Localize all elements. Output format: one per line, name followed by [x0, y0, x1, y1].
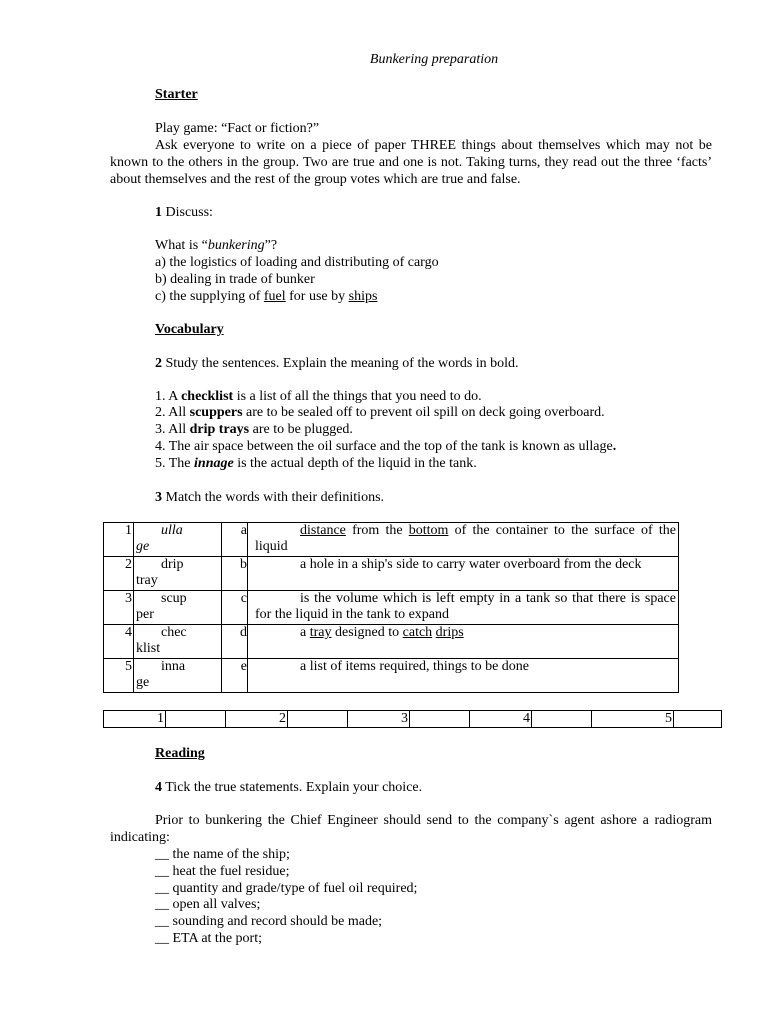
answer-box[interactable] [674, 711, 722, 728]
answer-box[interactable] [410, 711, 470, 728]
s4-dot: . [612, 439, 617, 454]
opt-c-mid: for use by [285, 289, 349, 304]
task1-option-a: a) the logistics of loading and distributing of cargo [155, 255, 439, 270]
task1-number: 1 [155, 205, 162, 220]
table-row [104, 659, 679, 693]
task1-line [155, 204, 213, 221]
task1-q-pre: What is “ [155, 238, 208, 253]
page-title: Bunkering preparation [369, 52, 499, 67]
vocab-sentence-3 [155, 421, 353, 438]
answer-number: 1 [104, 711, 166, 728]
word-part-2: ge [136, 675, 150, 690]
answer-number: 2 [226, 711, 288, 728]
word-cell [134, 625, 222, 659]
def-d-t1: a [300, 625, 310, 640]
def-c-text: is the volume which is left empty in a tank so that there is space for the liquid in the tank to expand [255, 591, 676, 622]
row-number: 3 [125, 591, 132, 606]
table-row [104, 625, 679, 659]
s2-post: are to be sealed off to prevent oil spill on deck going overboard. [242, 405, 605, 420]
word-part-1: chec [161, 625, 187, 640]
task3-number: 3 [155, 490, 162, 505]
table-row [104, 557, 679, 591]
row-number: 2 [125, 557, 132, 572]
row-number-cell [104, 523, 134, 557]
reading-heading: Reading [155, 746, 205, 761]
row-letter: d [240, 625, 247, 640]
answer-number: 4 [470, 711, 532, 728]
task2-text: Study the sentences. Explain the meaning of the words in bold. [165, 356, 519, 371]
letter-cell [222, 557, 248, 591]
row-number: 4 [125, 625, 132, 640]
letter-cell [222, 659, 248, 693]
row-letter: b [240, 557, 247, 572]
def-d-t2: designed to [331, 625, 403, 640]
opt-c-ships: ships [348, 289, 378, 304]
answer-box[interactable] [166, 711, 226, 728]
definition-d [248, 625, 679, 659]
row-number-cell [104, 557, 134, 591]
def-a-t2: of the container to the surface of the liquid [255, 523, 676, 554]
def-d-u1: tray [309, 625, 332, 640]
word-part-2: ge [136, 539, 150, 554]
word-part-2: klist [136, 641, 161, 656]
word-cell [134, 659, 222, 693]
tick-statement[interactable]: __ heat the fuel residue; [155, 864, 290, 879]
word-part-2: tray [136, 573, 158, 588]
task1-option-c [155, 288, 377, 305]
answer-table [103, 710, 722, 728]
letter-cell [222, 625, 248, 659]
s1-bold: checklist [181, 389, 234, 404]
letter-cell [222, 591, 248, 625]
def-a-u2: bottom [408, 523, 449, 538]
word-cell [134, 591, 222, 625]
table-row [104, 711, 722, 728]
vocab-sentence-2 [155, 404, 605, 421]
def-d-u2: catch [402, 625, 433, 640]
answer-box[interactable] [288, 711, 348, 728]
tick-statement[interactable]: __ ETA at the port; [155, 931, 262, 946]
def-d-u3: drips [435, 625, 464, 640]
table-row [104, 523, 679, 557]
word-cell [134, 523, 222, 557]
row-number: 5 [125, 659, 132, 674]
reading-intro: Prior to bunkering the Chief Engineer should send to the company`s agent ashore a radiogram indicating: [110, 813, 712, 845]
s2-bold: scuppers [189, 405, 243, 420]
task1-option-b: b) dealing in trade of bunker [155, 272, 315, 287]
starter-heading: Starter [155, 87, 198, 102]
starter-game: Play game: “Fact or fiction?” [155, 121, 320, 136]
s4-text: 4. The air space between the oil surface and the top of the tank is known as ullage [155, 439, 613, 454]
def-b-text: a hole in a ship's side to carry water overboard from the deck [300, 557, 642, 572]
task1-q-post: ”? [264, 238, 278, 253]
row-letter: c [240, 591, 247, 606]
s1-pre: 1. A [155, 389, 182, 404]
s1-post: is a list of all the things that you need to do. [233, 389, 482, 404]
task1-question [155, 237, 277, 254]
word-cell [134, 557, 222, 591]
word-part-1: ulla [161, 523, 183, 538]
task4-line [155, 779, 422, 796]
task4-number: 4 [155, 780, 162, 795]
word-part-2: per [136, 607, 154, 622]
row-number-cell [104, 659, 134, 693]
vocab-sentence-5 [155, 455, 477, 472]
answer-number: 5 [592, 711, 674, 728]
definition-b [248, 557, 679, 591]
vocab-sentence-4 [155, 438, 616, 455]
s3-pre: 3. All [155, 422, 190, 437]
s5-post: is the actual depth of the liquid in the tank. [233, 456, 477, 471]
definition-e [248, 659, 679, 693]
s3-post: are to be plugged. [249, 422, 353, 437]
matching-table [103, 522, 679, 693]
def-a-t1: from the [345, 523, 409, 538]
definition-a [248, 523, 679, 557]
word-part-1: scup [161, 591, 187, 606]
task3-line [155, 489, 384, 506]
word-part-1: inna [161, 659, 186, 674]
starter-instructions: Ask everyone to write on a piece of paper THREE things about themselves which may not be known to the others in the group. Two are true and one is not. Taking turns, they read out the three ‘facts’ about themselves and the rest of the group votes which are true and false. [110, 138, 712, 187]
table-row [104, 591, 679, 625]
tick-statement[interactable]: __ sounding and record should be made; [155, 914, 383, 929]
row-letter: a [240, 523, 247, 538]
definition-c [248, 591, 679, 625]
tick-statement[interactable]: __ quantity and grade/type of fuel oil required; [155, 881, 418, 896]
tick-statement[interactable]: __ open all valves; [155, 897, 261, 912]
answer-box[interactable] [532, 711, 592, 728]
opt-c-fuel: fuel [263, 289, 286, 304]
answer-number: 3 [348, 711, 410, 728]
tick-statement[interactable]: __ the name of the ship; [155, 847, 290, 862]
task2-line [155, 355, 519, 372]
letter-cell [222, 523, 248, 557]
row-number-cell [104, 591, 134, 625]
task4-text: Tick the true statements. Explain your choice. [165, 780, 423, 795]
s3-bold: drip trays [189, 422, 250, 437]
task1-label: Discuss: [165, 205, 213, 220]
task2-number: 2 [155, 356, 162, 371]
s5-pre: 5. The [155, 456, 195, 471]
word-part-1: drip [161, 557, 184, 572]
opt-c-pre: c) the supplying of [155, 289, 264, 304]
def-a-u1: distance [300, 523, 346, 538]
task1-q-term: bunkering [207, 238, 265, 253]
vocab-sentence-1 [155, 388, 482, 405]
s5-bold: innage [194, 456, 234, 471]
row-number-cell [104, 625, 134, 659]
row-number: 1 [125, 523, 132, 538]
task3-text: Match the words with their definitions. [165, 490, 385, 505]
vocabulary-heading: Vocabulary [155, 322, 224, 337]
s2-pre: 2. All [155, 405, 190, 420]
row-letter: e [240, 659, 247, 674]
def-e-text: a list of items required, things to be done [300, 659, 530, 674]
